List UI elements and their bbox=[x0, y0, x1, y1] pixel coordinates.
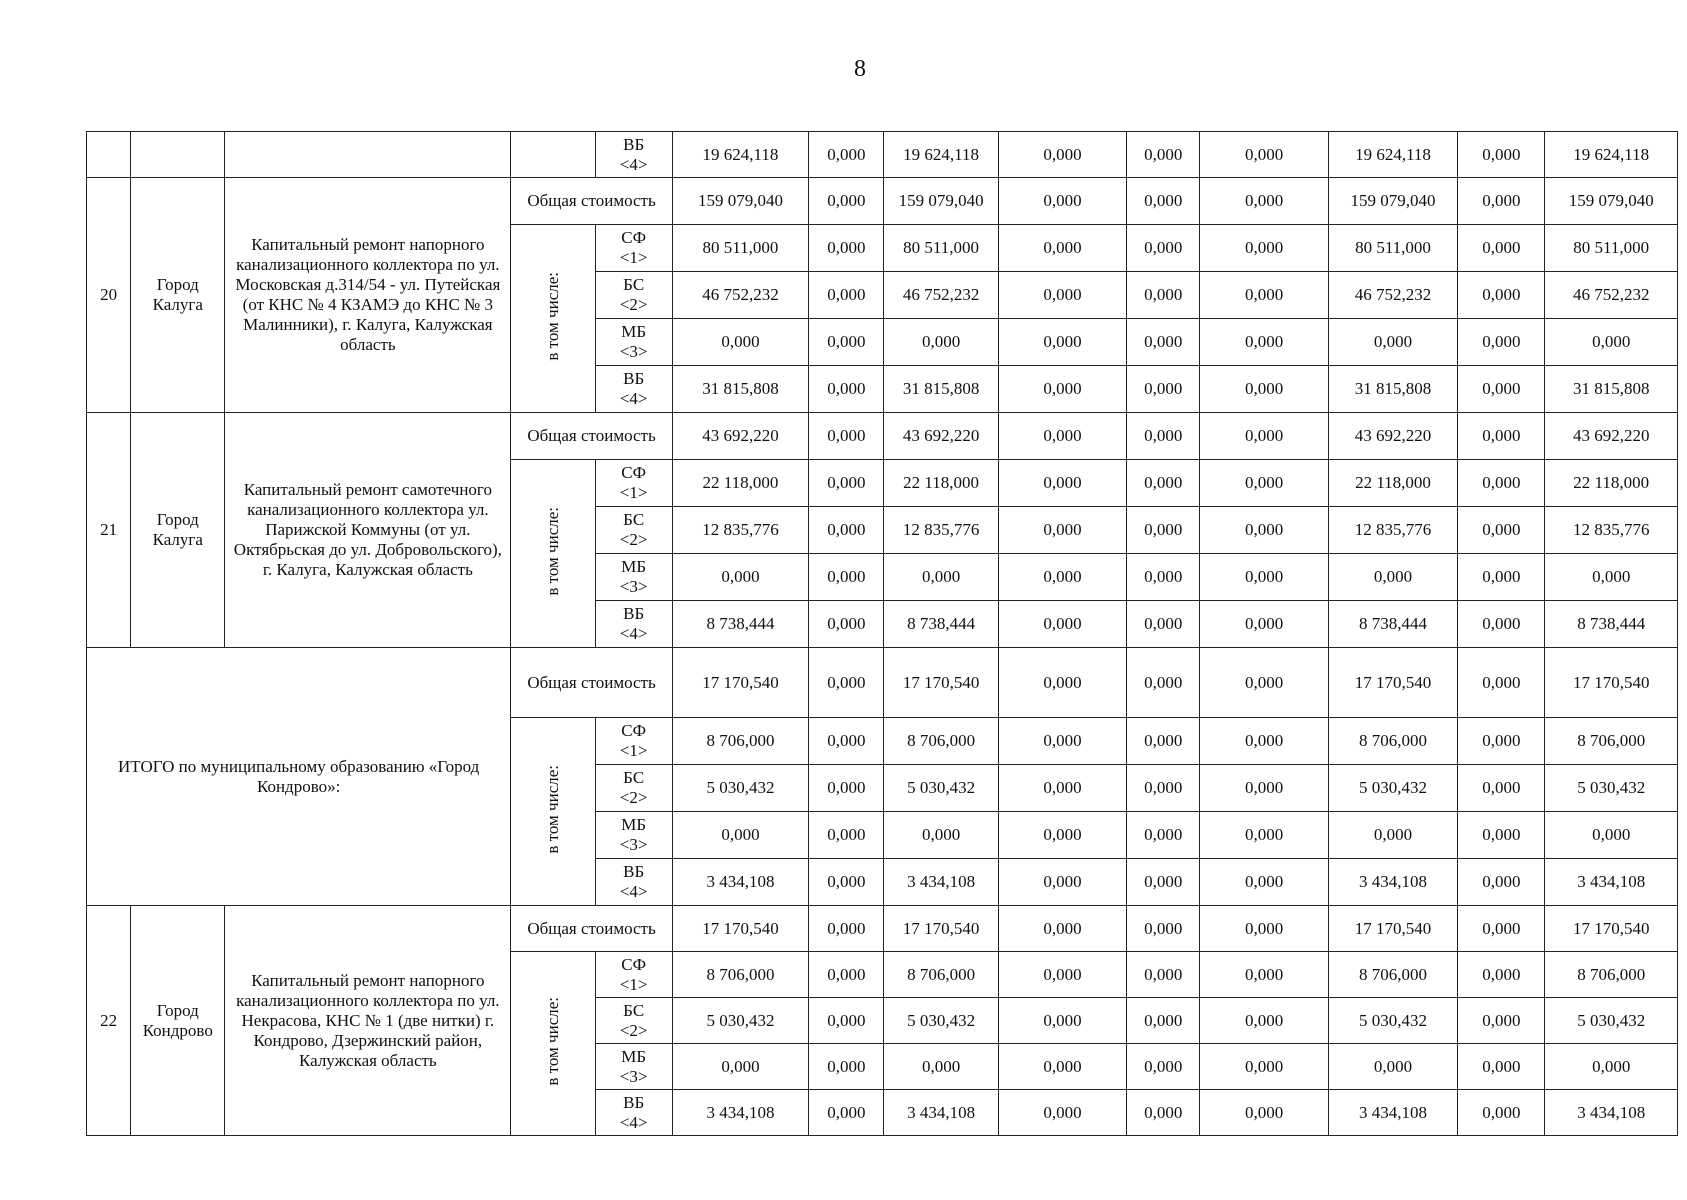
value-cell: 0,000 bbox=[998, 718, 1126, 765]
value-cell: 0,000 bbox=[1458, 765, 1545, 812]
value-cell: 0,000 bbox=[1200, 1044, 1328, 1090]
value-cell: 0,000 bbox=[1458, 906, 1545, 952]
value-cell: 0,000 bbox=[809, 225, 884, 272]
value-cell: 0,000 bbox=[998, 1044, 1126, 1090]
value-cell: 0,000 bbox=[809, 998, 884, 1044]
value-cell: 31 815,808 bbox=[1328, 366, 1457, 413]
value-cell: 0,000 bbox=[1328, 319, 1457, 366]
value-cell: 0,000 bbox=[998, 554, 1126, 601]
value-cell: 0,000 bbox=[1458, 648, 1545, 718]
value-cell: 0,000 bbox=[809, 413, 884, 460]
value-cell: 46 752,232 bbox=[1545, 272, 1678, 319]
value-cell: 43 692,220 bbox=[672, 413, 808, 460]
value-cell: 0,000 bbox=[1458, 952, 1545, 998]
source-label-cell: БС <2> bbox=[595, 765, 672, 812]
value-cell: 31 815,808 bbox=[1545, 366, 1678, 413]
value-cell: 8 738,444 bbox=[1545, 601, 1678, 648]
value-cell: 5 030,432 bbox=[884, 998, 998, 1044]
value-cell: 46 752,232 bbox=[884, 272, 998, 319]
value-cell: 0,000 bbox=[1458, 413, 1545, 460]
value-cell: 0,000 bbox=[998, 178, 1126, 225]
item-city: Город Калуга bbox=[131, 178, 225, 413]
including-label: в том числе: bbox=[511, 225, 595, 413]
value-cell: 22 118,000 bbox=[1328, 460, 1457, 507]
value-cell: 0,000 bbox=[1200, 366, 1328, 413]
table-row-carry-over bbox=[87, 132, 1678, 178]
value-cell: 0,000 bbox=[1127, 225, 1200, 272]
cell-empty bbox=[511, 132, 595, 178]
value-cell: 0,000 bbox=[1200, 718, 1328, 765]
value-cell: 80 511,000 bbox=[1545, 225, 1678, 272]
value-cell: 31 815,808 bbox=[672, 366, 808, 413]
value-cell: 0,000 bbox=[884, 1044, 998, 1090]
value-cell: 0,000 bbox=[1200, 319, 1328, 366]
source-label-cell: ВБ <4> bbox=[595, 601, 672, 648]
item-description: Капитальный ремонт самотечного канализационного коллектора ул. Парижской Коммуны (от ул. Октябрьская до ул. Добровольского), г. Калуга, Калужская область bbox=[225, 413, 511, 648]
table-body bbox=[87, 132, 1678, 1136]
source-label-cell: СФ <1> bbox=[595, 952, 672, 998]
total-cost-label: Общая стоимость bbox=[511, 178, 672, 225]
value-cell: 0,000 bbox=[1458, 507, 1545, 554]
value-cell: 5 030,432 bbox=[672, 765, 808, 812]
value-cell: 0,000 bbox=[1200, 765, 1328, 812]
value-cell: 0,000 bbox=[1200, 998, 1328, 1044]
value-cell: 0,000 bbox=[1200, 1090, 1328, 1136]
table-row-item-22-total bbox=[87, 906, 1678, 952]
value-cell: 0,000 bbox=[672, 1044, 808, 1090]
value-cell: 0,000 bbox=[809, 366, 884, 413]
value-cell: 17 170,540 bbox=[884, 648, 998, 718]
total-cost-label: Общая стоимость bbox=[511, 648, 672, 718]
value-cell: 0,000 bbox=[1127, 319, 1200, 366]
value-cell: 5 030,432 bbox=[1328, 765, 1457, 812]
value-cell: 0,000 bbox=[1200, 225, 1328, 272]
value-cell: 0,000 bbox=[998, 765, 1126, 812]
value-cell: 0,000 bbox=[809, 952, 884, 998]
source-label-cell: СФ <1> bbox=[595, 460, 672, 507]
value-cell: 0,000 bbox=[809, 460, 884, 507]
value-cell: 0,000 bbox=[1458, 225, 1545, 272]
value-cell: 3 434,108 bbox=[672, 859, 808, 906]
value-cell: 0,000 bbox=[1127, 812, 1200, 859]
value-cell: 0,000 bbox=[1127, 718, 1200, 765]
value-cell: 46 752,232 bbox=[672, 272, 808, 319]
source-label-cell: ВБ <4> bbox=[595, 132, 672, 178]
table-row-item-21-total bbox=[87, 413, 1678, 460]
value-cell: 3 434,108 bbox=[1328, 859, 1457, 906]
value-cell: 17 170,540 bbox=[1328, 906, 1457, 952]
value-cell: 0,000 bbox=[1127, 601, 1200, 648]
value-cell: 0,000 bbox=[809, 765, 884, 812]
value-cell: 0,000 bbox=[884, 812, 998, 859]
value-cell: 19 624,118 bbox=[884, 132, 998, 178]
value-cell: 0,000 bbox=[1545, 812, 1678, 859]
value-cell: 0,000 bbox=[1545, 1044, 1678, 1090]
total-cost-label: Общая стоимость bbox=[511, 413, 672, 460]
source-label-cell: МБ <3> bbox=[595, 319, 672, 366]
including-label: в том числе: bbox=[511, 718, 595, 906]
value-cell: 0,000 bbox=[998, 1090, 1126, 1136]
source-label-cell: ВБ <4> bbox=[595, 1090, 672, 1136]
including-label: в том числе: bbox=[511, 460, 595, 648]
value-cell: 43 692,220 bbox=[884, 413, 998, 460]
value-cell: 0,000 bbox=[998, 460, 1126, 507]
value-cell: 0,000 bbox=[998, 812, 1126, 859]
value-cell: 0,000 bbox=[809, 648, 884, 718]
value-cell: 0,000 bbox=[809, 1044, 884, 1090]
value-cell: 0,000 bbox=[1200, 648, 1328, 718]
value-cell: 0,000 bbox=[998, 648, 1126, 718]
value-cell: 22 118,000 bbox=[672, 460, 808, 507]
source-label-cell: БС <2> bbox=[595, 998, 672, 1044]
value-cell: 0,000 bbox=[809, 812, 884, 859]
item-city: Город Калуга bbox=[131, 413, 225, 648]
source-label-cell: МБ <3> bbox=[595, 554, 672, 601]
value-cell: 0,000 bbox=[809, 718, 884, 765]
value-cell: 8 706,000 bbox=[884, 952, 998, 998]
value-cell: 0,000 bbox=[672, 554, 808, 601]
value-cell: 3 434,108 bbox=[884, 859, 998, 906]
value-cell: 0,000 bbox=[809, 906, 884, 952]
value-cell: 0,000 bbox=[998, 413, 1126, 460]
value-cell: 46 752,232 bbox=[1328, 272, 1457, 319]
including-label: в том числе: bbox=[511, 952, 595, 1136]
value-cell: 19 624,118 bbox=[672, 132, 808, 178]
value-cell: 0,000 bbox=[672, 319, 808, 366]
value-cell: 0,000 bbox=[1127, 413, 1200, 460]
value-cell: 0,000 bbox=[809, 178, 884, 225]
item-index: 22 bbox=[87, 906, 131, 1136]
value-cell: 0,000 bbox=[1328, 1044, 1457, 1090]
value-cell: 0,000 bbox=[1328, 812, 1457, 859]
item-index: 21 bbox=[87, 413, 131, 648]
value-cell: 5 030,432 bbox=[1545, 998, 1678, 1044]
value-cell: 0,000 bbox=[1328, 554, 1457, 601]
value-cell: 8 738,444 bbox=[1328, 601, 1457, 648]
value-cell: 0,000 bbox=[1127, 554, 1200, 601]
value-cell: 8 706,000 bbox=[884, 718, 998, 765]
value-cell: 0,000 bbox=[809, 132, 884, 178]
value-cell: 0,000 bbox=[1458, 1090, 1545, 1136]
value-cell: 0,000 bbox=[1200, 812, 1328, 859]
value-cell: 0,000 bbox=[809, 554, 884, 601]
value-cell: 0,000 bbox=[1127, 366, 1200, 413]
cell-empty bbox=[131, 132, 225, 178]
value-cell: 0,000 bbox=[672, 812, 808, 859]
value-cell: 0,000 bbox=[1458, 812, 1545, 859]
source-label-cell: СФ <1> bbox=[595, 718, 672, 765]
item-index: 20 bbox=[87, 178, 131, 413]
value-cell: 0,000 bbox=[998, 998, 1126, 1044]
value-cell: 12 835,776 bbox=[1545, 507, 1678, 554]
value-cell: 0,000 bbox=[1458, 319, 1545, 366]
value-cell: 0,000 bbox=[1545, 554, 1678, 601]
value-cell: 12 835,776 bbox=[1328, 507, 1457, 554]
value-cell: 0,000 bbox=[1200, 952, 1328, 998]
value-cell: 0,000 bbox=[998, 132, 1126, 178]
source-label-cell: ВБ <4> bbox=[595, 859, 672, 906]
value-cell: 12 835,776 bbox=[672, 507, 808, 554]
value-cell: 19 624,118 bbox=[1328, 132, 1457, 178]
value-cell: 0,000 bbox=[998, 859, 1126, 906]
value-cell: 0,000 bbox=[1127, 460, 1200, 507]
source-label-cell: БС <2> bbox=[595, 272, 672, 319]
value-cell: 0,000 bbox=[1458, 1044, 1545, 1090]
value-cell: 17 170,540 bbox=[1545, 906, 1678, 952]
value-cell: 0,000 bbox=[1200, 272, 1328, 319]
value-cell: 0,000 bbox=[998, 225, 1126, 272]
value-cell: 0,000 bbox=[1127, 998, 1200, 1044]
value-cell: 0,000 bbox=[1200, 906, 1328, 952]
value-cell: 0,000 bbox=[809, 272, 884, 319]
value-cell: 8 706,000 bbox=[672, 718, 808, 765]
value-cell: 0,000 bbox=[809, 601, 884, 648]
value-cell: 0,000 bbox=[1458, 178, 1545, 225]
value-cell: 3 434,108 bbox=[884, 1090, 998, 1136]
value-cell: 22 118,000 bbox=[1545, 460, 1678, 507]
source-label-cell: ВБ <4> bbox=[595, 366, 672, 413]
value-cell: 5 030,432 bbox=[884, 765, 998, 812]
value-cell: 0,000 bbox=[998, 272, 1126, 319]
value-cell: 8 706,000 bbox=[1545, 952, 1678, 998]
value-cell: 22 118,000 bbox=[884, 460, 998, 507]
value-cell: 8 738,444 bbox=[672, 601, 808, 648]
value-cell: 17 170,540 bbox=[884, 906, 998, 952]
value-cell: 0,000 bbox=[1200, 601, 1328, 648]
value-cell: 0,000 bbox=[1127, 859, 1200, 906]
value-cell: 0,000 bbox=[1200, 132, 1328, 178]
value-cell: 0,000 bbox=[1458, 366, 1545, 413]
value-cell: 80 511,000 bbox=[884, 225, 998, 272]
cell-empty bbox=[225, 132, 511, 178]
value-cell: 8 706,000 bbox=[1545, 718, 1678, 765]
value-cell: 0,000 bbox=[1127, 178, 1200, 225]
cell-empty bbox=[87, 132, 131, 178]
value-cell: 5 030,432 bbox=[672, 998, 808, 1044]
value-cell: 5 030,432 bbox=[1328, 998, 1457, 1044]
value-cell: 0,000 bbox=[1127, 272, 1200, 319]
value-cell: 0,000 bbox=[1200, 460, 1328, 507]
value-cell: 17 170,540 bbox=[672, 648, 808, 718]
value-cell: 159 079,040 bbox=[1545, 178, 1678, 225]
value-cell: 0,000 bbox=[1458, 460, 1545, 507]
funding-table bbox=[86, 131, 1678, 1136]
value-cell: 0,000 bbox=[998, 601, 1126, 648]
value-cell: 80 511,000 bbox=[672, 225, 808, 272]
value-cell: 43 692,220 bbox=[1328, 413, 1457, 460]
value-cell: 0,000 bbox=[1127, 765, 1200, 812]
value-cell: 0,000 bbox=[1200, 413, 1328, 460]
value-cell: 0,000 bbox=[998, 507, 1126, 554]
page-number: 8 bbox=[854, 56, 866, 82]
value-cell: 0,000 bbox=[809, 859, 884, 906]
value-cell: 0,000 bbox=[1127, 132, 1200, 178]
value-cell: 0,000 bbox=[1200, 859, 1328, 906]
value-cell: 0,000 bbox=[1458, 554, 1545, 601]
value-cell: 159 079,040 bbox=[672, 178, 808, 225]
value-cell: 8 706,000 bbox=[672, 952, 808, 998]
value-cell: 0,000 bbox=[1127, 507, 1200, 554]
value-cell: 0,000 bbox=[884, 554, 998, 601]
value-cell: 0,000 bbox=[1127, 1044, 1200, 1090]
value-cell: 3 434,108 bbox=[1328, 1090, 1457, 1136]
value-cell: 0,000 bbox=[1545, 319, 1678, 366]
value-cell: 0,000 bbox=[998, 952, 1126, 998]
value-cell: 0,000 bbox=[998, 366, 1126, 413]
value-cell: 12 835,776 bbox=[884, 507, 998, 554]
value-cell: 5 030,432 bbox=[1545, 765, 1678, 812]
value-cell: 3 434,108 bbox=[1545, 1090, 1678, 1136]
value-cell: 31 815,808 bbox=[884, 366, 998, 413]
value-cell: 8 738,444 bbox=[884, 601, 998, 648]
value-cell: 0,000 bbox=[1127, 906, 1200, 952]
value-cell: 0,000 bbox=[998, 906, 1126, 952]
item-description: Капитальный ремонт напорного канализационного коллектора по ул. Некрасова, КНС № 1 (две нитки) г. Кондрово, Дзержинский район, Калужская область bbox=[225, 906, 511, 1136]
value-cell: 8 706,000 bbox=[1328, 718, 1457, 765]
value-cell: 80 511,000 bbox=[1328, 225, 1457, 272]
value-cell: 0,000 bbox=[1127, 952, 1200, 998]
value-cell: 17 170,540 bbox=[672, 906, 808, 952]
value-cell: 0,000 bbox=[809, 319, 884, 366]
item-description: Капитальный ремонт напорного канализационного коллектора по ул. Московская д.314/54 - ул. Путейская (от КНС № 4 КЗАМЭ до КНС № 3 Малинники), г. Калуга, Калужская область bbox=[225, 178, 511, 413]
value-cell: 0,000 bbox=[1458, 718, 1545, 765]
source-label-cell: СФ <1> bbox=[595, 225, 672, 272]
item-city: Город Кондрово bbox=[131, 906, 225, 1136]
value-cell: 0,000 bbox=[1458, 272, 1545, 319]
value-cell: 0,000 bbox=[1127, 648, 1200, 718]
value-cell: 0,000 bbox=[1127, 1090, 1200, 1136]
value-cell: 8 706,000 bbox=[1328, 952, 1457, 998]
value-cell: 0,000 bbox=[1200, 554, 1328, 601]
table-row-item-20-total bbox=[87, 178, 1678, 225]
table-row-subtotal-total bbox=[87, 648, 1678, 718]
total-cost-label: Общая стоимость bbox=[511, 906, 672, 952]
value-cell: 43 692,220 bbox=[1545, 413, 1678, 460]
value-cell: 0,000 bbox=[1200, 507, 1328, 554]
subtotal-label: ИТОГО по муниципальному образованию «Город Кондрово»: bbox=[87, 648, 511, 906]
value-cell: 0,000 bbox=[1458, 601, 1545, 648]
value-cell: 159 079,040 bbox=[1328, 178, 1457, 225]
source-label-cell: БС <2> bbox=[595, 507, 672, 554]
value-cell: 3 434,108 bbox=[672, 1090, 808, 1136]
source-label-cell: МБ <3> bbox=[595, 812, 672, 859]
value-cell: 0,000 bbox=[809, 1090, 884, 1136]
value-cell: 159 079,040 bbox=[884, 178, 998, 225]
value-cell: 0,000 bbox=[1458, 859, 1545, 906]
value-cell: 0,000 bbox=[1458, 132, 1545, 178]
value-cell: 17 170,540 bbox=[1545, 648, 1678, 718]
value-cell: 19 624,118 bbox=[1545, 132, 1678, 178]
value-cell: 17 170,540 bbox=[1328, 648, 1457, 718]
value-cell: 0,000 bbox=[1200, 178, 1328, 225]
value-cell: 0,000 bbox=[809, 507, 884, 554]
value-cell: 0,000 bbox=[1458, 998, 1545, 1044]
value-cell: 0,000 bbox=[884, 319, 998, 366]
source-label-cell: МБ <3> bbox=[595, 1044, 672, 1090]
value-cell: 0,000 bbox=[998, 319, 1126, 366]
value-cell: 3 434,108 bbox=[1545, 859, 1678, 906]
